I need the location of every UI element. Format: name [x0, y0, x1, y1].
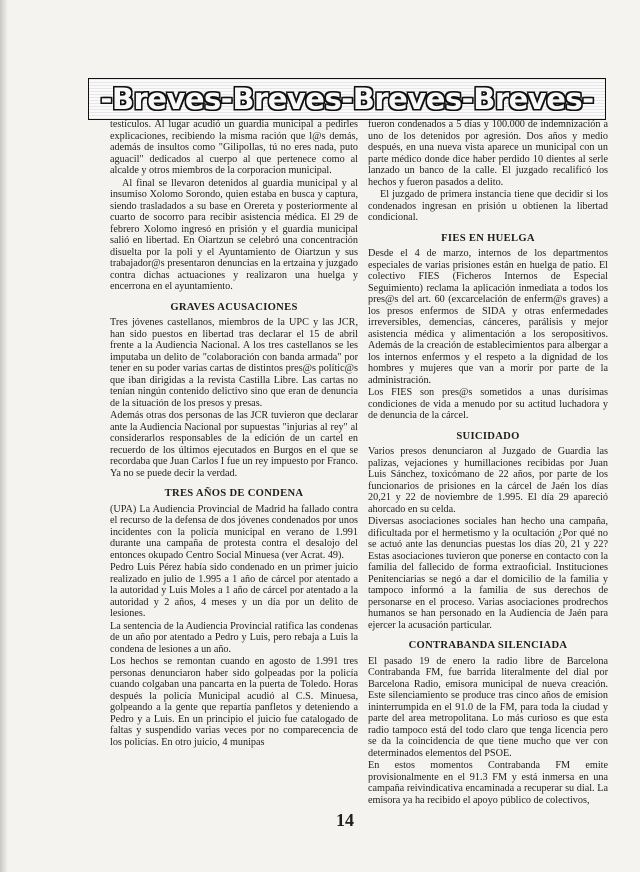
paragraph: Varios presos denunciaron al Juzgado de Guardia las palizas, vejaciones y humillaciones recibidas por Juan Luis Sánchez, toxicómano de 22 años, por parte de los funcionarios de prisiones en la cárcel de Jaén los días 20,21 y 22 de noviembre de 1.995. El día 29 apareció ahorcado en su celda.: [368, 446, 608, 515]
banner-title: -Breves-Breves-Breves-Breves-: [100, 82, 594, 116]
section-heading-suicidado: SUICIDADO: [456, 430, 520, 442]
paragraph: fueron condenados a 5 días y 100.000 de indemnización a uno de los detenidos por agresión. Dos años y medio después, en una nueva vista aparece un municipal con un parte médico donde dice haber perdido 10 dientes al serle lanzado un banco de la calle. El juzgado recalificó los hechos y fueron pasados a delito.: [368, 119, 608, 188]
paragraph: Los hechos se remontan cuando en agosto de 1.991 tres personas denunciaron haber sido golpeadas por la policía cuando colgaban una pancarta en la puerta de Toledo. Horas después la policía Municipal acudió al C.S. Minuesa, golpeando a la gente que repartía panfletos y deteniendo a Pedro y a Luis. En un principio el juicio fue catalogado de faltas y suspendido varias veces por no comparecencia de los policías. En otro juicio, 4 munipas: [110, 656, 358, 748]
left-column: [110, 119, 358, 809]
paragraph: Tres jóvenes castellanos, miembros de la UPC y las JCR, han sido puestos en libertad tras declarar el 15 de abril frente a la Audiencia Nacional. A los tres castellanos se les imputaba un delito de "colaboración con banda armada" por tener en su poder varias cartas de distintos pres@s polític@s que iban dirigidas a la revista Castilla Libre. Las cartas no tenían ningún contenido delictivo sino que eran de denuncia de la situación de los presos y presas.: [110, 317, 358, 409]
paragraph: Diversas asociaciones sociales han hecho una campaña, dificultada por el hermetismo y la ocultación ¿Por qué no se actuó ante las denuncias puestas los días 20, 21 y 22? Estas asociaciones tuvieron que ponerse en contacto con la familia del fallecido de forma extraoficial. Instituciones Penitenciarias se negó a dar el domicilio de la familia y tampoco informó a la familia de sus derechos de personarse en el proceso. Varias asociaciones prodrechos humanos se han personado en la Audiencia de Jaén para ejercer la acusación particular.: [368, 516, 608, 631]
paragraph: Pedro Luis Pérez había sido condenado en un primer juicio realizado en julio de 1.995 a 1 año de cárcel por atentado a la autoridad y Luis Moles a 1 año de cárcel por atentado a la autoridad y 2 años, 4 meses y un día por un delito de lesiones.: [110, 562, 358, 619]
paragraph: En estos momentos Contrabanda FM emite provisionalmente en el 91.3 FM y está inmersa en una campaña reivindicativa encaminada a recuperar su dial. La emisora ya ha recibido el apoyo público de colectivos,: [368, 760, 608, 806]
section-heading-graves-acusaciones: GRAVES ACUSACIONES: [170, 301, 298, 313]
section-heading-tres-anos-de-condena: TRES AÑOS DE CONDENA: [164, 488, 304, 499]
paragraph: Al final se llevaron detenidos al guardia municipal y al insumiso Xolomo Sorondo, quien estaba en busca y captura, siendo trasladados a su base en Orereta y posteriormente al cuarto de socorro para recibir asistencia médica. El 29 de febrero Xolomo ingresó en prisión y el guardia municipal salió en libertad. En Oiartzun se celebró una concentración disuelta por la poli y el Ayuntamiento de Oiartzun y sus trabajador@s presentaron denuncias en la ertzaina y juzgado contra dichas actuaciones y realizaron una huelga y encerrona en el ayuntamiento.: [110, 177, 358, 292]
paragraph: Los FIES son pres@s sometidos a unas durísimas condiciones de vida a menudo por su actitud luchadora y de denuncia de la cárcel.: [368, 387, 608, 421]
section-banner: [88, 78, 606, 120]
paragraph: El pasado 19 de enero la radio libre de Barcelona Contrabanda FM, fue barrida literalmente del dial por Barcelona Radio, emisora municipal de nueva creación. Este silenciamiento se produce tras cinco años de emision ininterrumpida en el 91.0 de la FM, para toda la ciudad y parte del area metropolitana. Lo más curioso es que esta radio tampoco está del todo claro que tenga licencia pero se da la coincidencia de que tiene mucho que ver con determinados elementos del PSOE.: [368, 655, 608, 759]
section-heading-fies-en-huelga: FIES EN HUELGA: [441, 232, 535, 244]
right-column: [368, 119, 608, 821]
scan-edge-shadow: [0, 0, 8, 872]
paragraph: (UPA) La Audiencia Provincial de Madrid ha fallado contra el recurso de la defensa de dos jóvenes condenados por unos incidentes con la policía municipal en verano de 1.991 durante una campaña de protesta contra el desalojo del entonces okupado Centro Social Minuesa (ver Acrat. 49).: [110, 503, 358, 561]
paragraph: Además otras dos personas de las JCR tuvieron que declarar ante la Audiencia Nacional por supuestas "injurias al rey" al considerarlos responsables de la edición de un cartel en recuerdo de los últimos ejecutados en Burgos en el que se recordaba que Juan Carlos I fue un rey impuesto por Franco. Ya no se puede decir la verdad.: [110, 410, 358, 479]
page-number: 14: [336, 810, 354, 830]
paragraph: El juzgado de primera instancia tiene que decidir si los condenados ingresan en prisión u obtienen la libertad condicional.: [368, 189, 608, 223]
paragraph: testículos. Al lugar acudió un guardia municipal a pedirles explicaciones, recibiendo la misma ración que l@s demás, además de insultos como "Gilipollas, tú no eres nada, puto aguacil" dedicados al cuerpo al que pertenece como al alcalde y otros miembros de la corporacion municipal.: [110, 119, 358, 176]
paragraph: Desde el 4 de marzo, internos de los departmentos especiales de varias prisiones están en huelga de patio. El colectivo FIES (Ficheros Internos de Especial Seguimiento) reclama la aplicación inmediata a todos los pres@s del art. 60 (excarcelación de enferm@s graves) a los presos enfermos de SIDA y otras enfermedades irreversibles, demencias, cánceres, parálisis y mejor asistencia médica y alimentación a los seropositivos. Además de la creación de establecimientos para albergar a los internos enfermos y el respeto a la dignidad de los hombres y mujeres que van a morir por parte de la administración.: [368, 248, 608, 386]
section-heading-contrabanda-silenciada: CONTRABANDA SILENCIADA: [408, 640, 568, 651]
paragraph: La sentencia de la Audiencia Provincial ratifica las condenas de un año por atentado a Pedro y Luis, pero rebaja a Luis la condena de lesiones a un año.: [110, 620, 358, 655]
